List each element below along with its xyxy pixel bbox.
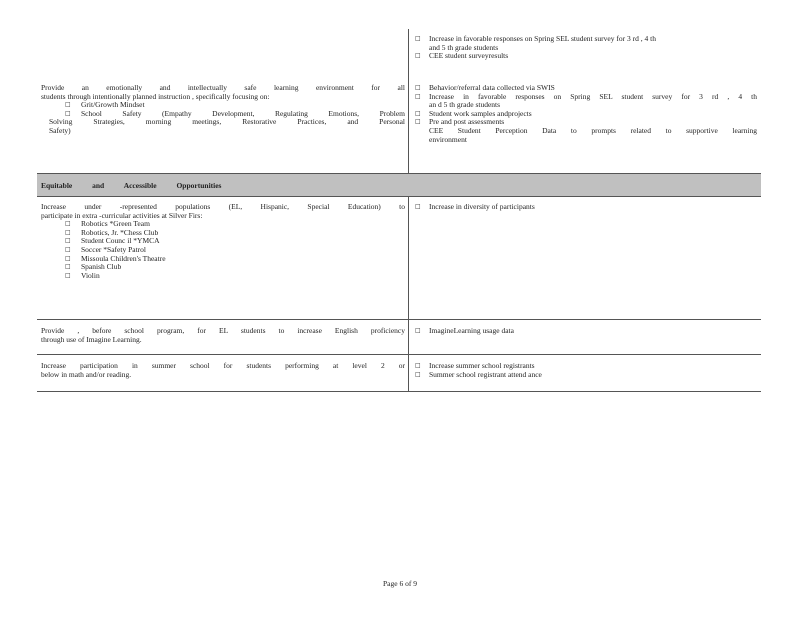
bullet-line: CEE Student Perception Data to prompts related to supportive learning xyxy=(429,125,757,135)
checkbox-bullet-icon: □ xyxy=(65,109,71,117)
table-row xyxy=(37,320,761,355)
table-row xyxy=(37,355,761,392)
row3-left-cell xyxy=(37,197,408,319)
checkbox-bullet-icon: □ xyxy=(65,101,71,109)
paragraph-line: Provide , before school program, for EL students to increase English proficiency xyxy=(41,326,405,335)
bullet-line: Summer school registrant attend ance xyxy=(429,369,542,379)
paragraph-line: Increase participation in summer school for students performing at level 2 or xyxy=(41,361,405,370)
table-row xyxy=(37,77,761,173)
checkbox-bullet-icon: □ xyxy=(415,118,421,126)
paragraph-line: Provide an emotionally and intellectually safe learning environment for all xyxy=(41,83,405,92)
bullet-line: Safety) xyxy=(49,125,71,135)
activity-item: Robotics *Green Team xyxy=(81,219,150,229)
paragraph-line: below in math and/or reading. xyxy=(41,369,132,379)
paragraph-line: participate in extra -curricular activities at Silver Firs: xyxy=(41,210,203,220)
page-number: Page 6 of 9 xyxy=(383,579,417,588)
bullet-line: Increase in diversity of participants xyxy=(429,202,535,211)
paragraph-line: through use of Imagine Learning. xyxy=(41,334,142,344)
row4-left-cell xyxy=(37,320,408,354)
activity-item: Missoula Children's Theatre xyxy=(81,253,166,263)
list-item xyxy=(415,327,757,336)
checkbox-bullet-icon: □ xyxy=(415,92,421,100)
checkbox-bullet-icon: □ xyxy=(415,203,421,210)
activity-item: Violin xyxy=(81,270,100,280)
row1-right-cell xyxy=(408,29,761,77)
checkbox-bullet-icon: □ xyxy=(415,109,421,117)
list-item xyxy=(41,272,405,281)
section-heading: Equitable and Accessible Opportunities xyxy=(37,173,761,197)
paragraph-line: students through intentionally planned instruction , specifically focusing on: xyxy=(41,91,270,101)
plan-table xyxy=(37,29,761,392)
row5-left-cell xyxy=(37,355,408,391)
row4-right-cell xyxy=(408,320,761,354)
bullet-line: Pre and post assessments xyxy=(429,117,505,127)
list-item xyxy=(415,52,757,61)
row2-left-cell xyxy=(37,77,408,173)
activity-item: Spanish Club xyxy=(81,262,122,272)
checkbox-bullet-icon: □ xyxy=(65,254,71,262)
checkbox-bullet-icon: □ xyxy=(65,228,71,236)
bullet-line: Grit/Growth Mindset xyxy=(81,100,145,110)
table-row xyxy=(37,29,761,77)
checkbox-bullet-icon: □ xyxy=(415,35,421,42)
bullet-line: Increase summer school registrants xyxy=(429,361,535,370)
row5-right-cell xyxy=(408,355,761,391)
bullet-line: CEE student surveyresults xyxy=(429,51,509,61)
checkbox-bullet-icon: □ xyxy=(415,362,421,369)
checkbox-bullet-icon: □ xyxy=(415,370,421,378)
checkbox-bullet-icon: □ xyxy=(65,245,71,253)
bullet-line: Increase in favorable responses on Spring SEL student survey for 3 rd , 4 th xyxy=(429,34,656,43)
checkbox-bullet-icon: □ xyxy=(65,237,71,245)
row1-left-cell xyxy=(37,29,408,77)
paragraph-line: Increase under -represented populations (EL, Hispanic, Special Education) to xyxy=(41,202,405,211)
bullet-line: Behavior/referral data collected via SWIS xyxy=(429,83,555,92)
bullet-line: Solving Strategies, morning meetings, Restorative Practices, and Personal xyxy=(49,117,405,127)
checkbox-bullet-icon: □ xyxy=(415,52,421,60)
activity-item: Robotics, Jr. *Chess Club xyxy=(81,227,159,237)
activity-item: Soccer *Safety Patrol xyxy=(81,244,146,254)
list-item xyxy=(415,203,757,212)
bullet-line: School Safety (Empathy Development, Regulating Emotions, Problem xyxy=(81,108,405,118)
bullet-line: and 5 th grade students xyxy=(429,42,499,52)
checkbox-bullet-icon: □ xyxy=(65,271,71,279)
checkbox-bullet-icon: □ xyxy=(415,327,421,334)
row3-right-cell xyxy=(408,197,761,319)
checkbox-bullet-icon: □ xyxy=(415,84,421,91)
row2-right-cell xyxy=(408,77,761,173)
bullet-line: environment xyxy=(429,134,467,144)
bullet-line: Student work samples andprojects xyxy=(429,108,532,118)
checkbox-bullet-icon: □ xyxy=(65,263,71,271)
table-row xyxy=(37,197,761,320)
activity-item: Student Counc il *YMCA xyxy=(81,236,160,246)
bullet-line: an d 5 th grade students xyxy=(429,100,501,110)
list-item xyxy=(415,371,757,380)
checkbox-bullet-icon: □ xyxy=(65,220,71,228)
bullet-line: Increase in favorable responses on Spring SEL student survey for 3 rd , 4 th xyxy=(429,91,757,101)
bullet-line: ImagineLearning usage data xyxy=(429,326,514,335)
